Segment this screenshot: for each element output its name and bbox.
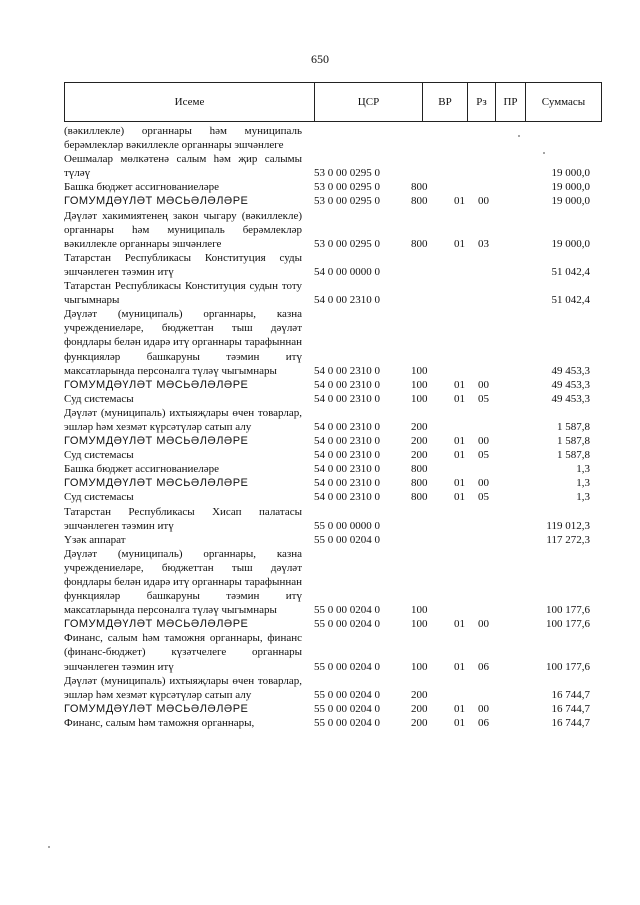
table-row [64,392,604,406]
row-pr: 05 [478,392,489,405]
row-pr: 06 [478,716,489,729]
row-pr: 00 [478,618,489,631]
row-csr: 54 0 00 2310 0 [314,294,380,307]
row-pr: 00 [478,477,489,490]
row-rz: 01 [454,392,465,405]
row-pr: 00 [478,378,489,391]
table-row [64,490,604,504]
row-vr: 100 [411,618,428,631]
table-row [64,279,604,307]
row-sum: 1,3 [576,463,590,476]
row-csr: 55 0 00 0204 0 [314,604,380,617]
row-pr: 00 [478,702,489,715]
row-sum: 49 453,3 [551,364,590,377]
row-sum: 51 042,4 [551,294,590,307]
row-pr: 06 [478,660,489,673]
row-csr: 55 0 00 0000 0 [314,519,380,532]
table-row [64,617,604,631]
row-name: Татарстан Республикасы Хисап палатасы эшчәнлеген тәэмин итү [64,505,302,532]
row-vr: 200 [411,420,428,433]
header-rz: Рз [468,83,496,121]
row-vr: 800 [411,477,428,490]
header-vr: ВР [423,83,468,121]
row-vr: 800 [411,463,428,476]
row-vr: 200 [411,449,428,462]
row-sum: 1,3 [576,491,590,504]
table-row [64,631,604,673]
row-csr: 55 0 00 0204 0 [314,660,380,673]
row-rz: 01 [454,618,465,631]
table-row [64,462,604,476]
row-sum: 16 744,7 [551,688,590,701]
row-vr: 800 [411,237,428,250]
table-row [64,209,604,251]
row-name: (вәкиллекле) органнары һәм муниципаль берәмлекләр вәкиллекле органнары эшчәнлеге [64,125,302,152]
row-name: Финанс, салым һәм таможня органнары, [64,716,255,729]
row-sum: 19 000,0 [551,195,590,208]
row-vr: 100 [411,660,428,673]
row-rz: 01 [454,449,465,462]
table-row [64,152,604,180]
row-sum: 16 744,7 [551,716,590,729]
row-vr: 200 [411,702,428,715]
row-name: Дәүләт хакимиятенең закон чыгару (вәкиллекле) органнары һәм муниципаль берәмлекләр вәкиллекле органнары эшчәнлеге [64,209,302,250]
row-csr: 55 0 00 0204 0 [314,618,380,631]
row-sum: 49 453,3 [551,392,590,405]
row-sum: 49 453,3 [551,378,590,391]
table-header [64,82,602,122]
row-name: ГОМУМДӘҮЛӘТ МӘСЬӘЛӘЛӘРЕ [64,435,249,448]
row-sum: 16 744,7 [551,702,590,715]
row-sum: 19 000,0 [551,237,590,250]
row-name: Башка бюджет ассигнованиеләре [64,181,219,194]
row-csr: 53 0 00 0295 0 [314,195,380,208]
page-number: 650 [311,52,329,66]
row-csr: 54 0 00 2310 0 [314,364,380,377]
table-row [64,180,604,194]
scan-speck [543,152,545,154]
table-body [64,124,604,730]
row-pr: 00 [478,435,489,448]
row-rz: 01 [454,660,465,673]
row-name: ГОМУМДӘҮЛӘТ МӘСЬӘЛӘЛӘРЕ [64,618,249,631]
row-name: Оешмалар мөлкәтенә салым һәм җир салымы түләү [64,153,302,180]
row-csr: 54 0 00 0000 0 [314,265,380,278]
table-row [64,476,604,490]
row-name: Башка бюджет ассигнованиеләре [64,463,219,476]
row-name: Финанс, салым һәм таможня органнары, финанс (финанс-бюджет) күзәтчелеге органнары эшчәнлеген тәэмин итү [64,632,302,673]
row-name: Дәүләт (муниципаль) органнары, казна учреждениеләре, бюджеттан тыш дәүләт фондлары белән идарә итү органнары тарафыннан функцияләр башкаруны тәэмин итү максатларында персоналга түләү чыгымнары [64,547,302,617]
row-vr: 800 [411,195,428,208]
row-csr: 54 0 00 2310 0 [314,477,380,490]
scan-speck [518,135,520,137]
row-vr: 100 [411,364,428,377]
header-csr: ЦСР [315,83,423,121]
row-vr: 100 [411,392,428,405]
row-vr: 200 [411,716,428,729]
row-sum: 1 587,8 [557,435,590,448]
row-csr: 53 0 00 0295 0 [314,167,380,180]
table-row [64,124,604,152]
header-pr: ПР [496,83,526,121]
header-sum: Суммасы [541,96,586,108]
row-rz: 01 [454,477,465,490]
table-row [64,716,604,730]
row-csr: 55 0 00 0204 0 [314,688,380,701]
row-name: Суд системасы [64,392,134,405]
scan-speck [48,846,50,848]
row-sum: 19 000,0 [551,181,590,194]
row-name: Татарстан Республикасы Конституция суды эшчәнлеген тәэмин итү [64,251,302,278]
row-rz: 01 [454,702,465,715]
row-sum: 100 177,6 [546,618,590,631]
row-sum: 19 000,0 [551,167,590,180]
table-row [64,702,604,716]
row-name: Суд системасы [64,491,134,504]
row-name: Суд системасы [64,449,134,462]
row-sum: 51 042,4 [551,265,590,278]
row-csr: 54 0 00 2310 0 [314,491,380,504]
row-csr: 53 0 00 0295 0 [314,181,380,194]
table-row [64,406,604,434]
row-csr: 54 0 00 2310 0 [314,420,380,433]
row-sum: 1 587,8 [557,449,590,462]
row-csr: 54 0 00 2310 0 [314,378,380,391]
table-row [64,505,604,533]
row-pr: 03 [478,237,489,250]
row-sum: 1,3 [576,477,590,490]
table-row [64,434,604,448]
row-vr: 800 [411,181,428,194]
row-name: Дәүләт (муниципаль) ихтыяҗлары өчен товарлар, эшләр һәм хезмәт күрсәтүләр сатып алу [64,674,302,701]
row-csr: 55 0 00 0204 0 [314,716,380,729]
table-row [64,307,604,377]
header-name: Исеме [65,83,315,121]
table-row [64,533,604,547]
row-csr: 54 0 00 2310 0 [314,392,380,405]
row-name: Дәүләт (муниципаль) органнары, казна учреждениеләре, бюджеттан тыш дәүләт фондлары белән идарә итү органнары тарафыннан функцияләр башкаруны тәэмин итү максатларында персоналга түләү чыгымнары [64,308,302,377]
table-row [64,674,604,702]
row-pr: 05 [478,449,489,462]
row-rz: 01 [454,435,465,448]
row-csr: 55 0 00 0204 0 [314,702,380,715]
row-vr: 200 [411,435,428,448]
row-pr: 05 [478,491,489,504]
row-csr: 55 0 00 0204 0 [314,533,380,546]
row-name: Үзәк аппарат [64,533,126,546]
row-name: Татарстан Республикасы Конституция судын тоту чыгымнары [64,280,302,307]
table-row [64,378,604,392]
row-rz: 01 [454,378,465,391]
row-pr: 00 [478,195,489,208]
row-name: ГОМУМДӘҮЛӘТ МӘСЬӘЛӘЛӘРЕ [64,702,249,715]
row-csr: 54 0 00 2310 0 [314,435,380,448]
row-name: Дәүләт (муниципаль) ихтыяҗлары өчен товарлар, эшләр һәм хезмәт күрсәтүләр сатып алу [64,406,302,433]
table-row [64,448,604,462]
row-sum: 100 177,6 [546,604,590,617]
row-rz: 01 [454,716,465,729]
table-row [64,547,604,617]
row-name: ГОМУМДӘҮЛӘТ МӘСЬӘЛӘЛӘРЕ [64,477,249,490]
row-sum: 100 177,6 [546,660,590,673]
row-csr: 53 0 00 0295 0 [314,237,380,250]
table-row [64,194,604,208]
table-row [64,251,604,279]
row-name: ГОМУМДӘҮЛӘТ МӘСЬӘЛӘЛӘРЕ [64,378,249,391]
row-rz: 01 [454,195,465,208]
row-sum: 119 012,3 [546,519,590,532]
row-csr: 54 0 00 2310 0 [314,463,380,476]
row-vr: 100 [411,378,428,391]
row-sum: 117 272,3 [546,533,590,546]
row-sum: 1 587,8 [557,420,590,433]
row-name: ГОМУМДӘҮЛӘТ МӘСЬӘЛӘЛӘРЕ [64,195,249,208]
row-rz: 01 [454,491,465,504]
row-vr: 200 [411,688,428,701]
row-vr: 800 [411,491,428,504]
row-rz: 01 [454,237,465,250]
row-csr: 54 0 00 2310 0 [314,449,380,462]
row-vr: 100 [411,604,428,617]
